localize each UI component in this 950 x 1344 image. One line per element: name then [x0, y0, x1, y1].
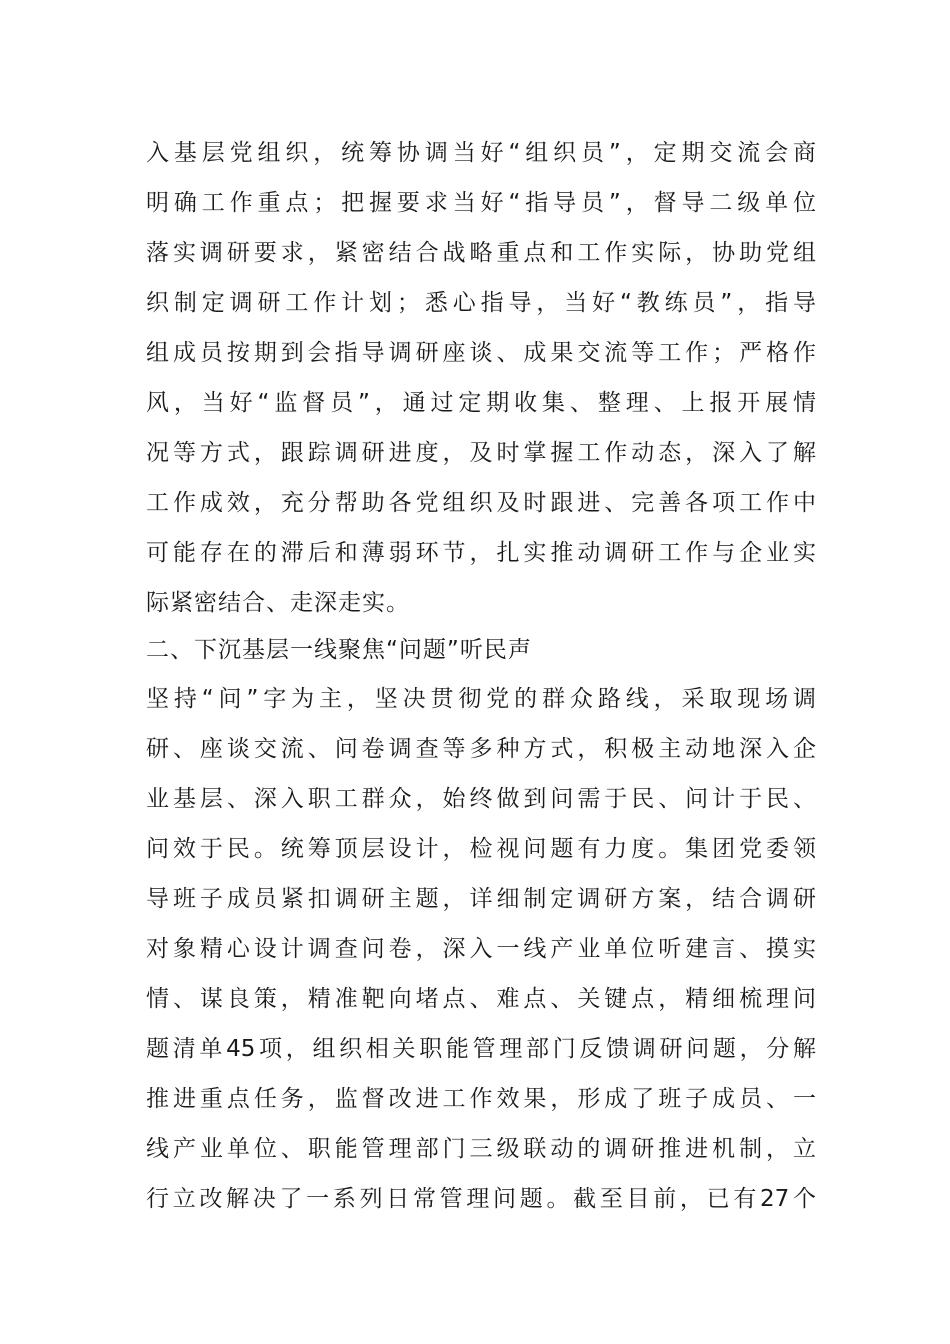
paragraph-line: 对象精心设计调查问卷，深入一线产业单位听建言、摸实 — [146, 936, 816, 962]
paragraph-line: 况等方式，跟踪调研进度，及时掌握工作动态，深入了解 — [146, 440, 816, 466]
paragraph-line: 情、谋良策，精准靶向堵点、难点、关键点，精细梳理问 — [146, 986, 816, 1012]
paragraph-line: 工作成效，充分帮助各党组织及时跟进、完善各项工作中 — [146, 490, 816, 516]
paragraph-line: 落实调研要求，紧密结合战略重点和工作实际，协助党组 — [146, 240, 816, 266]
paragraph-line: 际紧密结合、走深走实。 — [146, 590, 410, 616]
paragraph-line: 坚持“问”字为主，坚决贯彻党的群众路线，采取现场调 — [146, 686, 816, 712]
paragraph-line: 明确工作重点；把握要求当好“指导员”，督导二级单位 — [146, 190, 816, 216]
paragraph-line: 推进重点任务，监督改进工作效果，形成了班子成员、一 — [146, 1086, 816, 1112]
paragraph-line: 问效于民。统筹顶层设计，检视问题有力度。集团党委领 — [146, 836, 816, 862]
paragraph-line: 业基层、深入职工群众，始终做到问需于民、问计于民、 — [146, 786, 816, 812]
paragraph-line: 导班子成员紧扣调研主题，详细制定调研方案，结合调研 — [146, 886, 816, 912]
paragraph-line: 题清单45项，组织相关职能管理部门反馈调研问题，分解 — [146, 1036, 816, 1062]
paragraph-line: 可能存在的滞后和薄弱环节，扎实推动调研工作与企业实 — [146, 540, 816, 566]
paragraph-line: 行立改解决了一系列日常管理问题。截至目前，已有27个 — [146, 1186, 816, 1212]
section-heading: 二、下沉基层一线聚焦“问题”听民声 — [146, 637, 532, 663]
paragraph-line: 线产业单位、职能管理部门三级联动的调研推进机制，立 — [146, 1136, 816, 1162]
paragraph-line: 组成员按期到会指导调研座谈、成果交流等工作；严格作 — [146, 340, 816, 366]
paragraph-line: 织制定调研工作计划；悉心指导，当好“教练员”，指导 — [146, 290, 816, 316]
paragraph-line: 入基层党组织，统筹协调当好“组织员”，定期交流会商 — [146, 140, 816, 166]
paragraph-line: 研、座谈交流、问卷调查等多种方式，积极主动地深入企 — [146, 736, 816, 762]
paragraph-line: 风，当好“监督员”，通过定期收集、整理、上报开展情 — [146, 390, 816, 416]
